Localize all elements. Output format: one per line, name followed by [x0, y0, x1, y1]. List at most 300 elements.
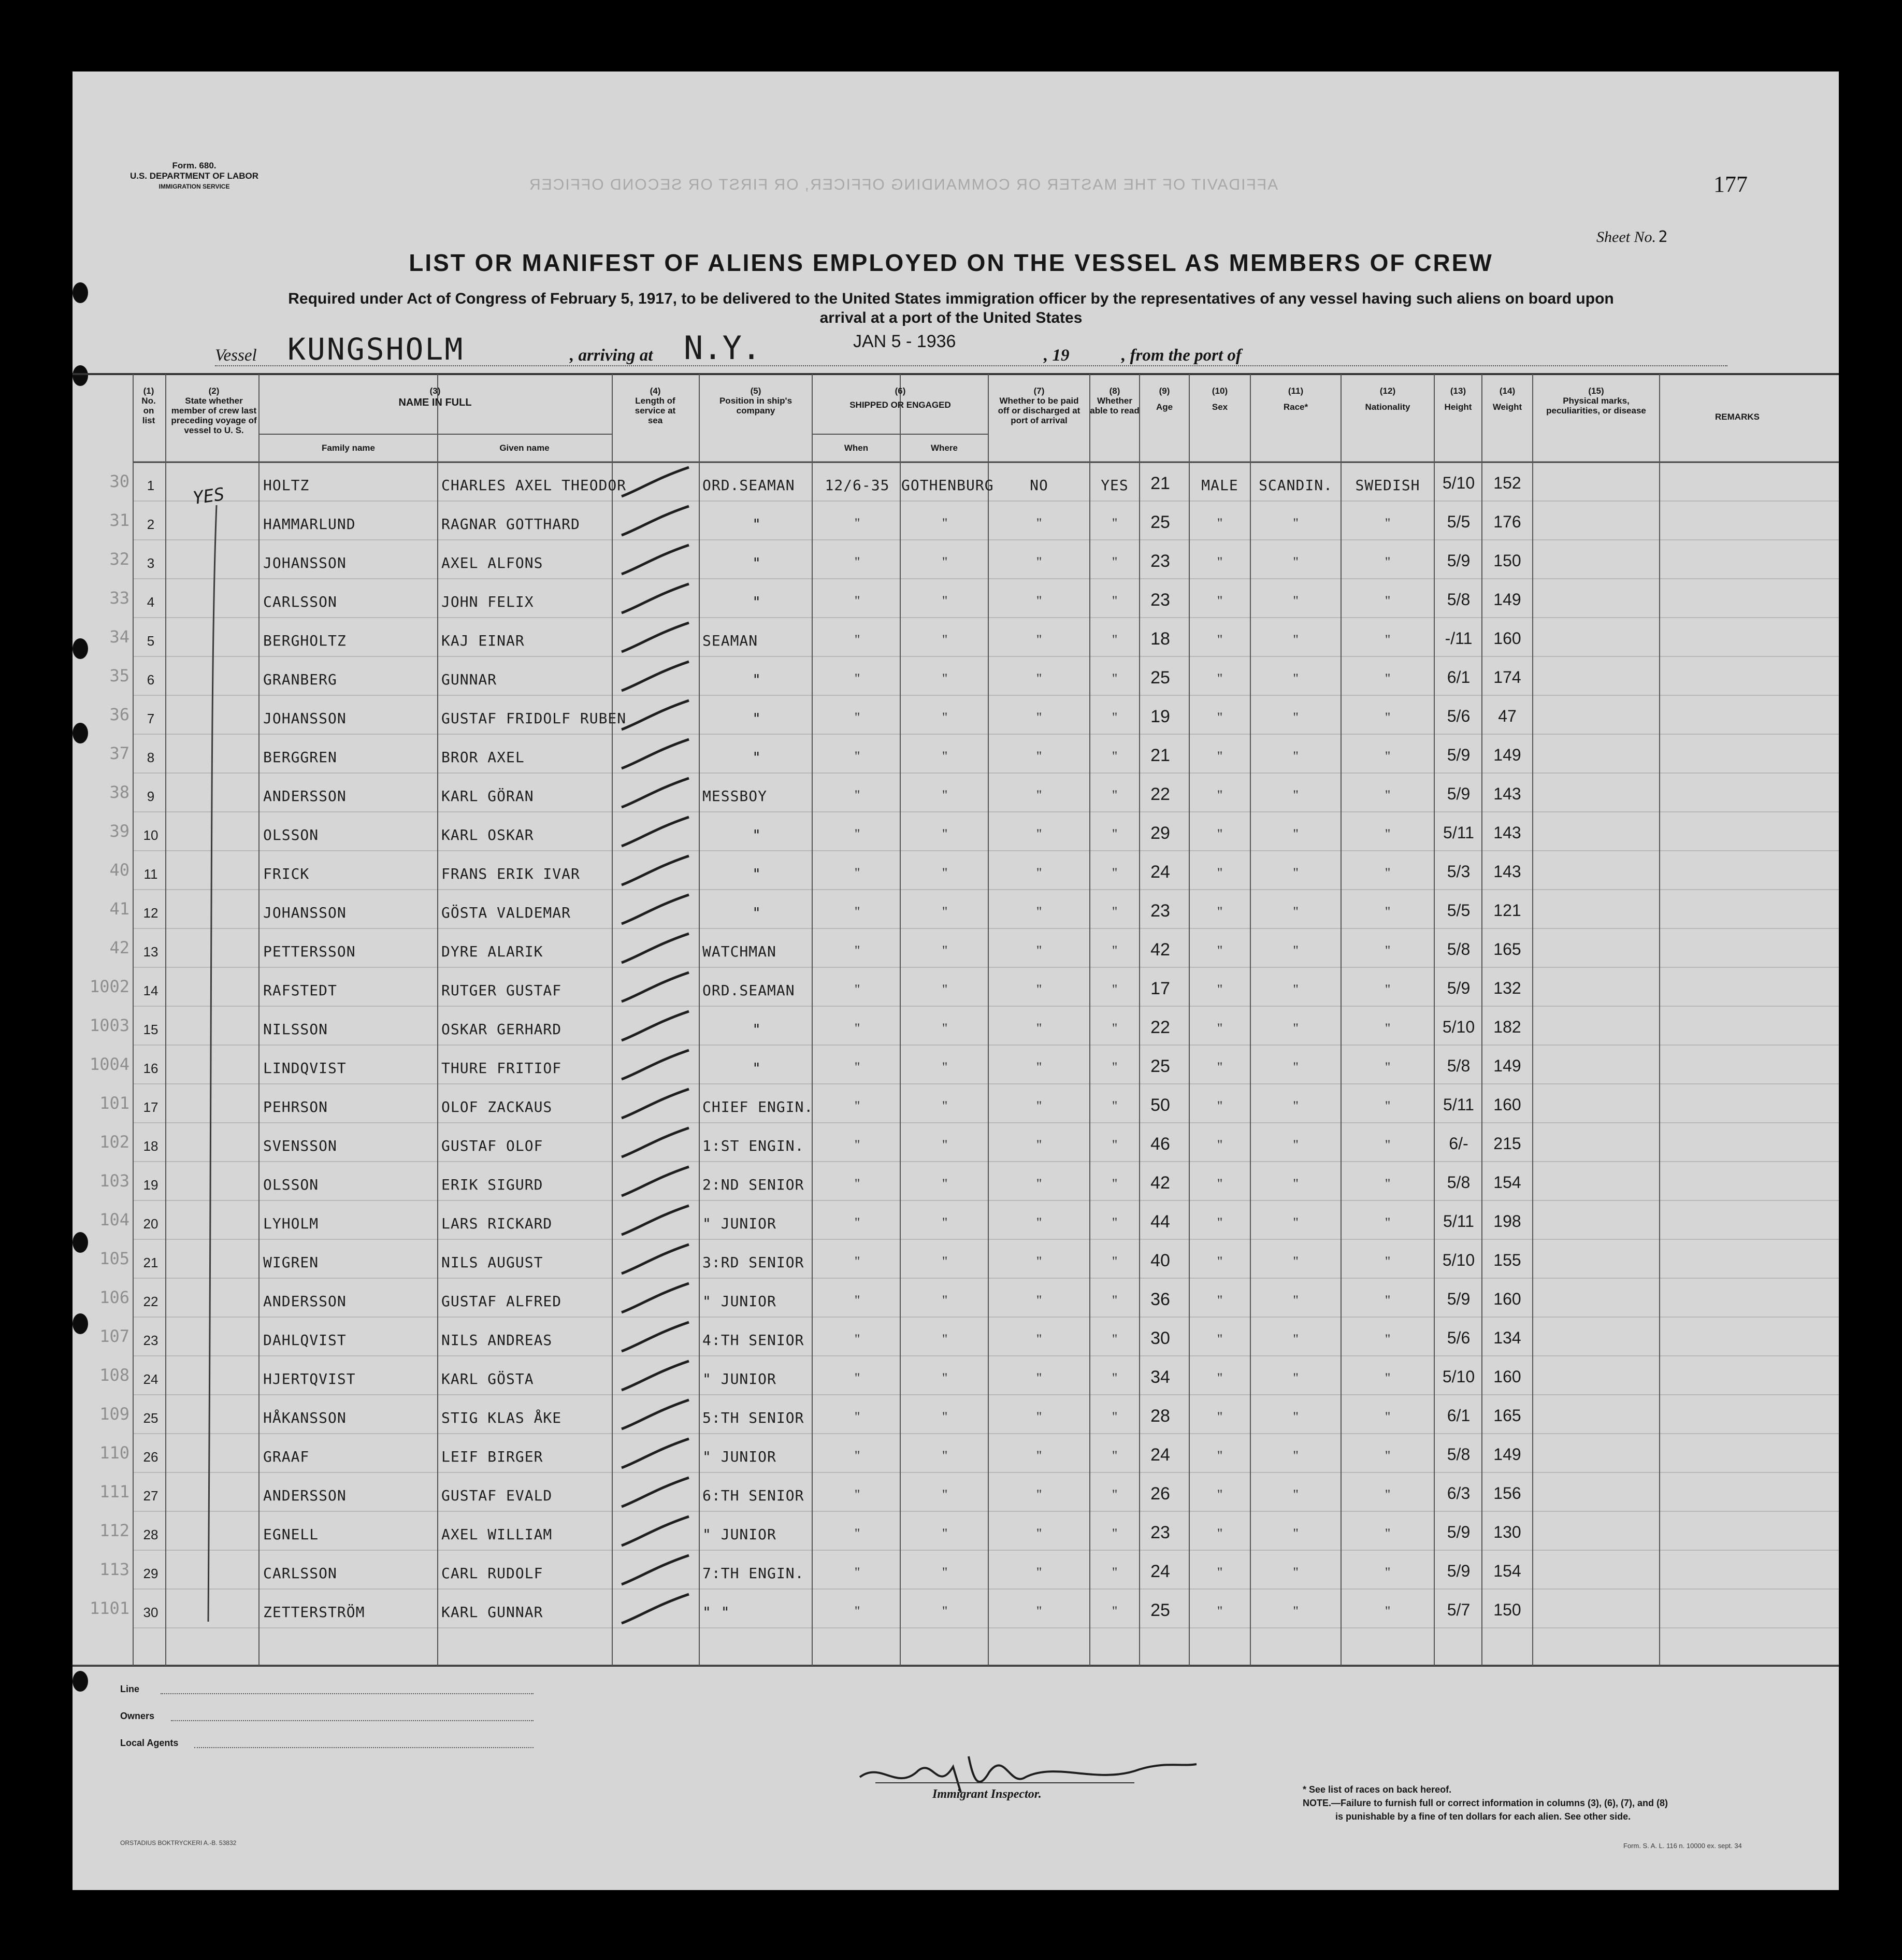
height: 5/10	[1442, 1018, 1475, 1036]
given-name: RUTGER GUSTAF	[441, 982, 562, 999]
family-name: OLSSON	[263, 826, 319, 843]
given-name: JOHN FELIX	[441, 593, 534, 610]
sex: "	[1217, 1332, 1223, 1347]
weight: 143	[1493, 862, 1521, 881]
shipped-when: "	[854, 1448, 860, 1463]
height: 5/6	[1447, 1328, 1471, 1347]
shipped-when: "	[854, 788, 860, 803]
col-13-header: (13) Height	[1444, 386, 1472, 412]
position: "	[752, 1021, 761, 1038]
line-label: Line	[120, 1684, 140, 1694]
given-name: GUSTAF OLOF	[441, 1137, 543, 1154]
weight: 160	[1493, 629, 1521, 648]
list-number: 17	[143, 1099, 159, 1115]
shipped-when: "	[854, 1332, 860, 1347]
position: "	[752, 826, 761, 843]
sex: "	[1217, 1137, 1223, 1152]
height: 5/11	[1443, 1095, 1474, 1114]
nationality: "	[1385, 1021, 1391, 1036]
shipped-when: "	[854, 1176, 860, 1191]
family-name: JOHANSSON	[263, 710, 347, 727]
list-number: 28	[143, 1527, 159, 1542]
position: " JUNIOR	[702, 1448, 776, 1465]
age: 46	[1150, 1134, 1170, 1154]
shipped-where: "	[942, 710, 948, 725]
paid-off: "	[1036, 1254, 1042, 1269]
position: 3:RD SENIOR	[702, 1254, 804, 1271]
col-5-header: (5) Position in ship's company	[719, 386, 793, 416]
shipped-where: "	[942, 1487, 948, 1502]
shipped-when: "	[854, 1526, 860, 1541]
able-to-read: "	[1112, 1332, 1118, 1347]
weight: 121	[1493, 901, 1521, 920]
position: ORD.SEAMAN	[702, 982, 795, 999]
race: "	[1293, 1332, 1299, 1347]
able-to-read: "	[1112, 865, 1118, 880]
weight: 176	[1493, 512, 1521, 531]
able-to-read: "	[1112, 982, 1118, 997]
margin-number: 39	[109, 821, 129, 841]
weight: 165	[1493, 940, 1521, 958]
paid-off: "	[1036, 1565, 1042, 1580]
given-name: LEIF BIRGER	[441, 1448, 543, 1465]
shipped-when: "	[854, 1098, 860, 1113]
able-to-read: "	[1112, 1293, 1118, 1308]
owners-label: Owners	[120, 1711, 155, 1721]
paid-off: "	[1036, 982, 1042, 997]
nationality: "	[1385, 982, 1391, 997]
given-name: NILS AUGUST	[441, 1254, 543, 1271]
affidavit-mirrored-text: AFFIDAVIT OF THE MASTER OR COMMANDING OFFICER, OR FIRST OR SECOND OFFICER	[528, 176, 1278, 193]
paid-off: "	[1036, 1409, 1042, 1424]
margin-number: 1004	[89, 1054, 129, 1074]
shipped-where: "	[942, 1254, 948, 1269]
arriving-label: , arriving at	[570, 346, 653, 365]
paid-off: "	[1036, 1060, 1042, 1075]
race: "	[1293, 1526, 1299, 1541]
family-name: CARLSSON	[263, 1565, 337, 1582]
able-to-read: "	[1112, 943, 1118, 958]
sex: "	[1217, 749, 1223, 764]
list-number: 5	[147, 633, 155, 649]
margin-number: 107	[99, 1326, 129, 1346]
given-name: KAJ EINAR	[441, 632, 525, 649]
age: 25	[1150, 1056, 1170, 1076]
race: "	[1293, 943, 1299, 958]
able-to-read: "	[1112, 904, 1118, 919]
race: "	[1293, 1370, 1299, 1385]
shipped-where: "	[942, 1137, 948, 1152]
race: "	[1293, 554, 1299, 569]
family-name: ZETTERSTRÖM	[263, 1604, 365, 1621]
weight: 154	[1493, 1562, 1521, 1580]
margin-number: 41	[109, 899, 129, 919]
sex: "	[1217, 1370, 1223, 1385]
sex: "	[1217, 1565, 1223, 1580]
weight: 149	[1493, 1056, 1521, 1075]
position: SEAMAN	[702, 632, 758, 649]
paid-off: "	[1036, 1370, 1042, 1385]
position: "	[752, 710, 761, 727]
given-name: CARL RUDOLF	[441, 1565, 543, 1582]
paid-off: "	[1036, 632, 1042, 647]
paid-off: "	[1036, 1176, 1042, 1191]
given-name: CHARLES AXEL THEODOR	[441, 477, 627, 494]
shipped-where: "	[942, 1098, 948, 1113]
vessel-label: Vessel	[215, 346, 257, 365]
list-number: 19	[143, 1177, 159, 1193]
family-name: GRANBERG	[263, 671, 337, 688]
family-name: BERGGREN	[263, 749, 337, 766]
family-name: JOHANSSON	[263, 904, 347, 921]
family-name: PETTERSSON	[263, 943, 356, 960]
nationality: "	[1385, 710, 1391, 725]
shipped-where: "	[942, 671, 948, 686]
nationality: "	[1385, 516, 1391, 531]
race: "	[1293, 1176, 1299, 1191]
race: "	[1293, 1021, 1299, 1036]
age: 25	[1150, 1600, 1170, 1620]
family-name: EGNELL	[263, 1526, 319, 1543]
family-name: DAHLQVIST	[263, 1332, 347, 1349]
height: 5/11	[1443, 823, 1474, 842]
position: " JUNIOR	[702, 1215, 776, 1232]
position: CHIEF ENGIN.	[702, 1098, 814, 1115]
list-number: 7	[147, 711, 155, 726]
able-to-read: "	[1112, 710, 1118, 725]
able-to-read: "	[1112, 1448, 1118, 1463]
col-15-header: (15) Physical marks, peculiarities, or disease	[1546, 386, 1646, 416]
paid-off: "	[1036, 826, 1042, 841]
family-name: WIGREN	[263, 1254, 319, 1271]
age: 34	[1150, 1367, 1170, 1387]
given-name: FRANS ERIK IVAR	[441, 865, 580, 882]
position: " "	[702, 1604, 730, 1621]
sex: "	[1217, 1098, 1223, 1113]
family-name: LYHOLM	[263, 1215, 319, 1232]
margin-number: 35	[109, 666, 129, 685]
position: " JUNIOR	[702, 1293, 776, 1310]
margin-number: 1002	[89, 977, 129, 996]
weight: 155	[1493, 1251, 1521, 1269]
service-name: IMMIGRATION SERVICE	[159, 183, 230, 190]
arrival-date: JAN 5 - 1936	[853, 332, 956, 351]
family-name: CARLSSON	[263, 593, 337, 610]
height: -/11	[1445, 629, 1473, 648]
given-name: THURE FRITIOF	[441, 1060, 562, 1077]
age: 17	[1150, 979, 1170, 998]
weight: 150	[1493, 1600, 1521, 1619]
age: 50	[1150, 1095, 1170, 1115]
age: 23	[1150, 551, 1170, 571]
margin-number: 40	[109, 860, 129, 880]
height: 5/10	[1442, 1251, 1475, 1269]
arrival-port: N.Y.	[684, 329, 761, 367]
shipped-where: "	[942, 632, 948, 647]
race: "	[1293, 1215, 1299, 1230]
nationality: "	[1385, 865, 1391, 880]
shipped-where: "	[942, 1370, 948, 1385]
height: 5/9	[1447, 551, 1471, 570]
manifest-title: LIST OR MANIFEST OF ALIENS EMPLOYED ON THE VESSEL AS MEMBERS OF CREW	[409, 249, 1493, 276]
race: "	[1293, 1137, 1299, 1152]
shipped-when: "	[854, 1060, 860, 1075]
shipped-where: "	[942, 788, 948, 803]
margin-number: 104	[99, 1210, 129, 1229]
paid-off: "	[1036, 1448, 1042, 1463]
sheet-value: 2	[1658, 228, 1668, 246]
able-to-read: "	[1112, 632, 1118, 647]
sex: "	[1217, 904, 1223, 919]
sex: "	[1217, 1215, 1223, 1230]
col-3-family-header: Family name	[322, 443, 375, 453]
shipped-when: "	[854, 826, 860, 841]
weight: 143	[1493, 784, 1521, 803]
age: 18	[1150, 629, 1170, 649]
family-name: GRAAF	[263, 1448, 310, 1465]
margin-number: 101	[99, 1093, 129, 1113]
race: "	[1293, 1098, 1299, 1113]
height: 5/8	[1447, 1445, 1471, 1464]
race: "	[1293, 788, 1299, 803]
list-number: 13	[143, 944, 159, 960]
margin-number: 1003	[89, 1015, 129, 1035]
list-number: 20	[143, 1216, 159, 1232]
position: "	[752, 904, 761, 921]
shipped-when: "	[854, 865, 860, 880]
age: 42	[1150, 940, 1170, 960]
paid-off: "	[1036, 1137, 1042, 1152]
given-name: KARL GÖSTA	[441, 1370, 534, 1387]
given-name: RAGNAR GOTTHARD	[441, 516, 580, 533]
family-name: OLSSON	[263, 1176, 319, 1193]
position: " JUNIOR	[702, 1370, 776, 1387]
sex: "	[1217, 516, 1223, 531]
race: "	[1293, 982, 1299, 997]
race: "	[1293, 1254, 1299, 1269]
list-number: 21	[143, 1255, 159, 1270]
nationality: "	[1385, 1487, 1391, 1502]
margin-number: 32	[109, 549, 129, 569]
family-name: ANDERSSON	[263, 1487, 347, 1504]
paid-off: "	[1036, 1293, 1042, 1308]
shipped-where: "	[942, 1293, 948, 1308]
margin-number: 111	[99, 1482, 129, 1501]
height: 5/9	[1447, 784, 1471, 803]
sex: "	[1217, 982, 1223, 997]
weight: 215	[1493, 1134, 1521, 1153]
race: "	[1293, 1565, 1299, 1580]
nationality: "	[1385, 1448, 1391, 1463]
given-name: ERIK SIGURD	[441, 1176, 543, 1193]
list-number: 25	[143, 1410, 159, 1426]
sex: "	[1217, 710, 1223, 725]
family-name: SVENSSON	[263, 1137, 337, 1154]
position: WATCHMAN	[702, 943, 776, 960]
age: 22	[1150, 784, 1170, 804]
given-name: BROR AXEL	[441, 749, 525, 766]
height: 5/6	[1447, 707, 1471, 725]
shipped-when: "	[854, 1254, 860, 1269]
sex: "	[1217, 1526, 1223, 1541]
given-name: GUNNAR	[441, 671, 497, 688]
age: 42	[1150, 1173, 1170, 1193]
paid-off: "	[1036, 554, 1042, 569]
margin-number: 1101	[89, 1598, 129, 1618]
list-number: 22	[143, 1294, 159, 1309]
position: 2:ND SENIOR	[702, 1176, 804, 1193]
able-to-read: "	[1112, 1098, 1118, 1113]
shipped-where: "	[942, 554, 948, 569]
list-number: 2	[147, 517, 155, 532]
shipped-where: "	[942, 982, 948, 997]
paid-off: "	[1036, 1526, 1042, 1541]
age: 21	[1150, 746, 1170, 765]
height: 5/11	[1443, 1212, 1474, 1231]
weight: 182	[1493, 1018, 1521, 1036]
weight: 149	[1493, 590, 1521, 609]
vessel-name: KUNGSHOLM	[287, 332, 465, 367]
list-number: 29	[143, 1566, 159, 1581]
penalty-note-1: NOTE.—Failure to furnish full or correct information in columns (3), (6), (7), and (8)	[1303, 1798, 1668, 1808]
printer-imprint: ORSTADIUS BOKTRYCKERI A.-B. 53832	[120, 1839, 237, 1847]
nationality: "	[1385, 788, 1391, 803]
list-number: 8	[147, 750, 155, 765]
list-number: 12	[143, 905, 159, 921]
given-name: AXEL ALFONS	[441, 554, 543, 571]
height: 5/10	[1442, 1367, 1475, 1386]
nationality: "	[1385, 593, 1391, 608]
height: 6/-	[1449, 1134, 1468, 1153]
list-number: 11	[143, 866, 158, 882]
sex: "	[1217, 1060, 1223, 1075]
nationality: "	[1385, 1098, 1391, 1113]
sex: "	[1217, 1293, 1223, 1308]
shipped-where: "	[942, 1448, 948, 1463]
shipped-when: "	[854, 1565, 860, 1580]
margin-number: 108	[99, 1365, 129, 1385]
height: 5/5	[1447, 512, 1471, 531]
margin-number: 37	[109, 743, 129, 763]
weight: 134	[1493, 1328, 1521, 1347]
position: "	[752, 593, 761, 610]
local-agents-field	[194, 1747, 534, 1748]
nationality: "	[1385, 826, 1391, 841]
position: " JUNIOR	[702, 1526, 776, 1543]
col-10-header: (10) Sex	[1212, 386, 1228, 412]
shipped-where: "	[942, 1176, 948, 1191]
shipped-where: "	[942, 516, 948, 531]
age: 23	[1150, 590, 1170, 610]
height: 5/10	[1442, 474, 1475, 492]
given-name: GUSTAF FRIDOLF RUBEN	[441, 710, 627, 727]
height: 5/9	[1447, 1290, 1471, 1308]
col-3-given-header: Given name	[499, 443, 550, 453]
age: 21	[1150, 474, 1170, 493]
shipped-where: "	[942, 826, 948, 841]
able-to-read: "	[1112, 1604, 1118, 1619]
able-to-read: "	[1112, 1565, 1118, 1580]
nationality: "	[1385, 1137, 1391, 1152]
age: 24	[1150, 862, 1170, 882]
able-to-read: "	[1112, 516, 1118, 531]
weight: 156	[1493, 1484, 1521, 1503]
margin-number: 109	[99, 1404, 129, 1424]
position: 5:TH SENIOR	[702, 1409, 804, 1426]
line-field	[161, 1693, 534, 1694]
crew-yes-mark: YES	[191, 483, 226, 509]
margin-number: 33	[109, 588, 129, 608]
family-name: HJERTQVIST	[263, 1370, 356, 1387]
able-to-read: "	[1112, 788, 1118, 803]
weight: 149	[1493, 746, 1521, 764]
height: 5/8	[1447, 1173, 1471, 1192]
given-name: GUSTAF EVALD	[441, 1487, 553, 1504]
nationality: "	[1385, 1565, 1391, 1580]
race: "	[1293, 904, 1299, 919]
age: 28	[1150, 1406, 1170, 1426]
shipped-where: "	[942, 1565, 948, 1580]
col-7-header: (7) Whether to be paid off or discharged at port of arrival	[998, 386, 1080, 425]
nationality: "	[1385, 1332, 1391, 1347]
paid-off: "	[1036, 671, 1042, 686]
margin-number: 105	[99, 1249, 129, 1268]
margin-number: 112	[99, 1521, 129, 1540]
position: ORD.SEAMAN	[702, 477, 795, 494]
position: "	[752, 1060, 761, 1077]
weight: 165	[1493, 1406, 1521, 1425]
race: "	[1293, 826, 1299, 841]
margin-number: 106	[99, 1287, 129, 1307]
sex: "	[1217, 632, 1223, 647]
family-name: RAFSTEDT	[263, 982, 337, 999]
height: 6/1	[1447, 668, 1471, 686]
weight: 143	[1493, 823, 1521, 842]
nationality: "	[1385, 1215, 1391, 1230]
sex: "	[1217, 671, 1223, 686]
paid-off: "	[1036, 943, 1042, 958]
shipped-where: "	[942, 1526, 948, 1541]
nationality: "	[1385, 1293, 1391, 1308]
sex: "	[1217, 826, 1223, 841]
able-to-read: YES	[1101, 477, 1129, 494]
race: "	[1293, 1487, 1299, 1502]
list-number: 1	[147, 478, 155, 493]
paid-off: "	[1036, 1487, 1042, 1502]
able-to-read: "	[1112, 554, 1118, 569]
given-name: OSKAR GERHARD	[441, 1021, 562, 1038]
age: 44	[1150, 1212, 1170, 1232]
shipped-where: "	[942, 1021, 948, 1036]
weight: 174	[1493, 668, 1521, 686]
sex: "	[1217, 1487, 1223, 1502]
sex: "	[1217, 1254, 1223, 1269]
list-number: 4	[147, 594, 155, 610]
manifest-subtitle: Required under Act of Congress of February 5, 1917, to be delivered to the United States immigration officer by the representatives of any vessel having such aliens on board upon	[288, 290, 1614, 307]
paid-off: NO	[1030, 477, 1048, 494]
paid-off: "	[1036, 1332, 1042, 1347]
nationality: "	[1385, 632, 1391, 647]
col-9-header: (9) Age	[1156, 386, 1173, 412]
able-to-read: "	[1112, 1254, 1118, 1269]
nationality: "	[1385, 1370, 1391, 1385]
weight: 130	[1493, 1523, 1521, 1541]
height: 6/3	[1447, 1484, 1471, 1503]
margin-number: 34	[109, 627, 129, 647]
shipped-where: "	[942, 904, 948, 919]
given-name: GUSTAF ALFRED	[441, 1293, 562, 1310]
given-name: AXEL WILLIAM	[441, 1526, 553, 1543]
